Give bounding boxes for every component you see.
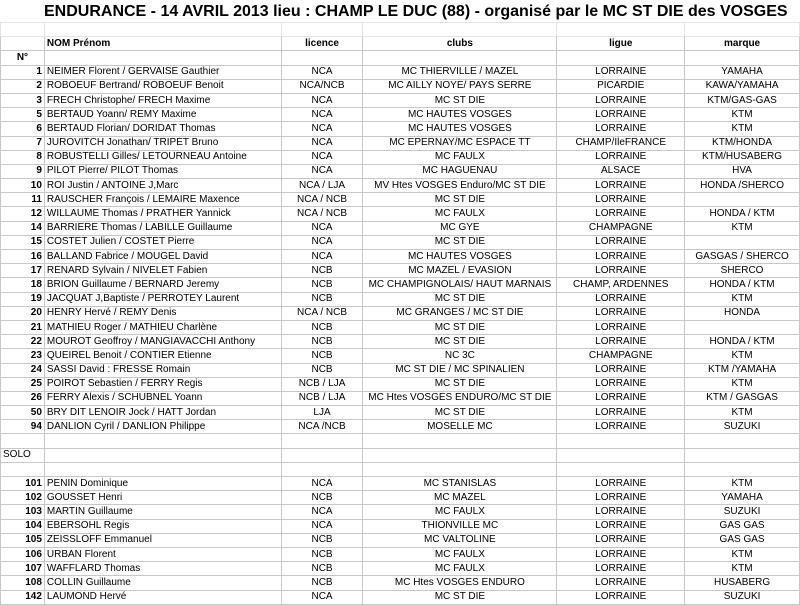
marque-cell: HUSABERG bbox=[685, 576, 800, 590]
club-cell: MC STANISLAS bbox=[363, 477, 557, 491]
bib-number-cell: 18 bbox=[1, 278, 45, 292]
header-marque: marque bbox=[685, 37, 800, 51]
bib-number-cell: 7 bbox=[1, 136, 45, 150]
marque-cell: HONDA / KTM bbox=[685, 278, 800, 292]
ligue-cell: CHAMPAGNE bbox=[557, 221, 685, 235]
ligue-cell: LORRAINE bbox=[557, 235, 685, 249]
club-cell: MC ST DIE bbox=[363, 406, 557, 420]
club-cell: MC ST DIE bbox=[363, 335, 557, 349]
empty-cell bbox=[685, 448, 800, 462]
marque-cell: GAS GAS bbox=[685, 533, 800, 547]
page-title: ENDURANCE - 14 AVRIL 2013 lieu : CHAMP LE DUC (88) - organisé par le MC ST DIE des VOSGES bbox=[44, 3, 788, 20]
ligue-cell: LORRAINE bbox=[557, 562, 685, 576]
rider-names-cell: COSTET Julien / COSTET Pierre bbox=[44, 235, 281, 249]
licence-cell: NCB bbox=[281, 547, 363, 561]
ligue-cell: LORRAINE bbox=[557, 292, 685, 306]
bib-number-cell bbox=[1, 462, 45, 476]
club-cell: MC GYE bbox=[363, 221, 557, 235]
licence-cell: NCA / LJA bbox=[281, 179, 363, 193]
marque-cell: HONDA bbox=[685, 306, 800, 320]
table-row bbox=[1, 576, 800, 590]
licence-cell: NCA / NCB bbox=[281, 207, 363, 221]
rider-names-cell: WILLAUME Thomas / PRATHER Yannick bbox=[44, 207, 281, 221]
bib-number-cell: 6 bbox=[1, 122, 45, 136]
marque-cell bbox=[685, 462, 800, 476]
marque-cell: YAMAHA bbox=[685, 65, 800, 79]
rider-names-cell: WAFFLARD Thomas bbox=[44, 562, 281, 576]
licence-cell: LJA bbox=[281, 406, 363, 420]
club-cell: MC GRANGES / MC ST DIE bbox=[363, 306, 557, 320]
rider-names-cell: ROBUSTELLI Gilles/ LETOURNEAU Antoine bbox=[44, 150, 281, 164]
licence-cell: NCA/NCB bbox=[281, 79, 363, 93]
club-cell: MC FAULX bbox=[363, 505, 557, 519]
licence-cell: NCB bbox=[281, 349, 363, 363]
marque-cell bbox=[685, 235, 800, 249]
rider-names-cell: POIROT Sebastien / FERRY Regis bbox=[44, 377, 281, 391]
club-cell bbox=[363, 434, 557, 448]
ligue-cell: LORRAINE bbox=[557, 193, 685, 207]
rider-names-cell: ROI Justin / ANTOINE J,Marc bbox=[44, 179, 281, 193]
rider-names-cell: NEIMER Florent / GERVAISE Gauthier bbox=[44, 65, 281, 79]
marque-cell: GASGAS / SHERCO bbox=[685, 250, 800, 264]
solo-section-row bbox=[1, 448, 800, 462]
rider-names-cell: ZEISSLOFF Emmanuel bbox=[44, 533, 281, 547]
marque-cell: KTM bbox=[685, 292, 800, 306]
licence-cell: NCA bbox=[281, 164, 363, 178]
ligue-cell: LORRAINE bbox=[557, 179, 685, 193]
rider-names-cell: MOUROT Geoffroy / MANGIAVACCHI Anthony bbox=[44, 335, 281, 349]
club-cell: MC FAULX bbox=[363, 562, 557, 576]
rider-names-cell: COLLIN Guillaume bbox=[44, 576, 281, 590]
table-row bbox=[1, 462, 800, 476]
licence-cell: NCA bbox=[281, 519, 363, 533]
marque-cell: HONDA / KTM bbox=[685, 207, 800, 221]
ligue-cell: LORRAINE bbox=[557, 207, 685, 221]
marque-cell: KTM / GASGAS bbox=[685, 391, 800, 405]
ligue-cell: CHAMP, ARDENNES bbox=[557, 278, 685, 292]
club-cell: MC FAULX bbox=[363, 150, 557, 164]
rider-names-cell: GOUSSET Henri bbox=[44, 491, 281, 505]
rider-names-cell bbox=[44, 434, 281, 448]
table-row bbox=[1, 349, 800, 363]
club-cell: MC ST DIE bbox=[363, 93, 557, 107]
ligue-cell: LORRAINE bbox=[557, 491, 685, 505]
licence-cell: NCA bbox=[281, 477, 363, 491]
bib-number-cell: 102 bbox=[1, 491, 45, 505]
licence-cell: NCA bbox=[281, 221, 363, 235]
bib-number-cell: 10 bbox=[1, 179, 45, 193]
empty-cell bbox=[281, 448, 363, 462]
bib-number-cell: 107 bbox=[1, 562, 45, 576]
table-row bbox=[1, 292, 800, 306]
bib-number-cell: 14 bbox=[1, 221, 45, 235]
ligue-cell: LORRAINE bbox=[557, 264, 685, 278]
club-cell: MC ST DIE bbox=[363, 377, 557, 391]
club-cell: MV Htes VOSGES Enduro/MC ST DIE bbox=[363, 179, 557, 193]
header-name: NOM Prénom bbox=[44, 37, 281, 51]
club-cell: MC Htes VOSGES ENDURO/MC ST DIE bbox=[363, 391, 557, 405]
ligue-cell: LORRAINE bbox=[557, 576, 685, 590]
table-row bbox=[1, 406, 800, 420]
ligue-cell: LORRAINE bbox=[557, 391, 685, 405]
marque-cell: KTM bbox=[685, 122, 800, 136]
marque-cell: KTM bbox=[685, 406, 800, 420]
licence-cell: NCB bbox=[281, 320, 363, 334]
ligue-cell: LORRAINE bbox=[557, 65, 685, 79]
ligue-cell: LORRAINE bbox=[557, 306, 685, 320]
bib-number-cell bbox=[1, 434, 45, 448]
bib-number-cell: 19 bbox=[1, 292, 45, 306]
table-row bbox=[1, 79, 800, 93]
table-row bbox=[1, 65, 800, 79]
licence-cell: NCA / NCB bbox=[281, 306, 363, 320]
rider-names-cell: BRY DIT LENOIR Jock / HATT Jordan bbox=[44, 406, 281, 420]
table-row bbox=[1, 547, 800, 561]
spacer-row bbox=[1, 23, 800, 37]
table-row bbox=[1, 179, 800, 193]
table-row bbox=[1, 434, 800, 448]
licence-cell: NCB / LJA bbox=[281, 391, 363, 405]
table-row bbox=[1, 93, 800, 107]
marque-cell: KAWA/YAMAHA bbox=[685, 79, 800, 93]
table-row bbox=[1, 477, 800, 491]
header-ligue: ligue bbox=[557, 37, 685, 51]
bib-number-cell: 94 bbox=[1, 420, 45, 434]
bib-number-cell: 142 bbox=[1, 590, 45, 604]
rider-names-cell: QUEIREL Benoit / CONTIER Etienne bbox=[44, 349, 281, 363]
ligue-cell: LORRAINE bbox=[557, 93, 685, 107]
ligue-cell: PICARDIE bbox=[557, 79, 685, 93]
table-row bbox=[1, 377, 800, 391]
table-row bbox=[1, 235, 800, 249]
table-row bbox=[1, 420, 800, 434]
licence-cell: NCA bbox=[281, 235, 363, 249]
entry-list-table bbox=[0, 22, 800, 605]
table-row bbox=[1, 306, 800, 320]
bib-number-cell: 106 bbox=[1, 547, 45, 561]
marque-cell: SHERCO bbox=[685, 264, 800, 278]
ligue-cell: LORRAINE bbox=[557, 335, 685, 349]
rider-names-cell: BERTAUD Florian/ DORIDAT Thomas bbox=[44, 122, 281, 136]
ligue-cell: LORRAINE bbox=[557, 505, 685, 519]
bib-number-cell: 8 bbox=[1, 150, 45, 164]
table-body bbox=[1, 23, 800, 605]
bib-number-cell: 5 bbox=[1, 108, 45, 122]
licence-cell: NCA bbox=[281, 250, 363, 264]
marque-cell: KTM/HUSABERG bbox=[685, 150, 800, 164]
licence-cell: NCA /NCB bbox=[281, 420, 363, 434]
marque-cell: KTM bbox=[685, 349, 800, 363]
rider-names-cell: FRECH Christophe/ FRECH Maxime bbox=[44, 93, 281, 107]
marque-cell: HONDA /SHERCO bbox=[685, 179, 800, 193]
club-cell: NC 3C bbox=[363, 349, 557, 363]
ligue-cell: LORRAINE bbox=[557, 406, 685, 420]
ligue-cell: LORRAINE bbox=[557, 250, 685, 264]
ligue-cell: LORRAINE bbox=[557, 590, 685, 604]
table-row bbox=[1, 278, 800, 292]
ligue-cell: CHAMP/IleFRANCE bbox=[557, 136, 685, 150]
bib-number-cell: 24 bbox=[1, 363, 45, 377]
rider-names-cell: PILOT Pierre/ PILOT Thomas bbox=[44, 164, 281, 178]
club-cell: MC AILLY NOYE/ PAYS SERRE bbox=[363, 79, 557, 93]
header-number: N° bbox=[1, 51, 45, 65]
table-row bbox=[1, 519, 800, 533]
ligue-cell: ALSACE bbox=[557, 164, 685, 178]
licence-cell: NCB bbox=[281, 576, 363, 590]
bib-number-cell: 20 bbox=[1, 306, 45, 320]
marque-cell: SUZUKI bbox=[685, 505, 800, 519]
licence-cell: NCA bbox=[281, 93, 363, 107]
bib-number-cell: 12 bbox=[1, 207, 45, 221]
ligue-cell: LORRAINE bbox=[557, 320, 685, 334]
ligue-cell: LORRAINE bbox=[557, 519, 685, 533]
bib-number-cell: 104 bbox=[1, 519, 45, 533]
ligue-cell: CHAMPAGNE bbox=[557, 349, 685, 363]
empty-cell bbox=[363, 448, 557, 462]
solo-label: SOLO bbox=[1, 448, 45, 462]
bib-number-cell: 22 bbox=[1, 335, 45, 349]
rider-names-cell: PENIN Dominique bbox=[44, 477, 281, 491]
marque-cell: GAS GAS bbox=[685, 519, 800, 533]
rider-names-cell: HENRY Hervé / REMY Denis bbox=[44, 306, 281, 320]
rider-names-cell: JACQUAT J,Baptiste / PERROTEY Laurent bbox=[44, 292, 281, 306]
ligue-cell: LORRAINE bbox=[557, 533, 685, 547]
club-cell: MC HAUTES VOSGES bbox=[363, 122, 557, 136]
ligue-cell bbox=[557, 434, 685, 448]
marque-cell: KTM bbox=[685, 108, 800, 122]
club-cell: MC HAGUENAU bbox=[363, 164, 557, 178]
licence-cell: NCB bbox=[281, 264, 363, 278]
rider-names-cell: EBERSOHL Regis bbox=[44, 519, 281, 533]
ligue-cell bbox=[557, 462, 685, 476]
marque-cell bbox=[685, 320, 800, 334]
table-row bbox=[1, 335, 800, 349]
bib-number-cell: 1 bbox=[1, 65, 45, 79]
marque-cell: SUZUKI bbox=[685, 420, 800, 434]
bib-number-cell: 50 bbox=[1, 406, 45, 420]
club-cell: MC FAULX bbox=[363, 207, 557, 221]
club-cell: MC ST DIE / MC SPINALIEN bbox=[363, 363, 557, 377]
rider-names-cell: LAUMOND Hervé bbox=[44, 590, 281, 604]
ligue-cell: LORRAINE bbox=[557, 150, 685, 164]
table-row bbox=[1, 491, 800, 505]
empty-cell bbox=[44, 448, 281, 462]
marque-cell: KTM bbox=[685, 221, 800, 235]
bib-number-cell: 3 bbox=[1, 93, 45, 107]
bib-number-cell: 21 bbox=[1, 320, 45, 334]
licence-cell: NCA bbox=[281, 590, 363, 604]
table-row bbox=[1, 590, 800, 604]
table-row bbox=[1, 533, 800, 547]
licence-cell: NCB bbox=[281, 491, 363, 505]
ligue-cell: LORRAINE bbox=[557, 420, 685, 434]
club-cell: MC MAZEL / EVASION bbox=[363, 264, 557, 278]
marque-cell: KTM/GAS-GAS bbox=[685, 93, 800, 107]
ligue-cell: LORRAINE bbox=[557, 363, 685, 377]
table-row bbox=[1, 108, 800, 122]
rider-names-cell: RAUSCHER François / LEMAIRE Maxence bbox=[44, 193, 281, 207]
licence-cell: NCB / LJA bbox=[281, 377, 363, 391]
club-cell: MC HAUTES VOSGES bbox=[363, 250, 557, 264]
table-row bbox=[1, 562, 800, 576]
bib-number-cell: 103 bbox=[1, 505, 45, 519]
licence-cell: NCA / NCB bbox=[281, 193, 363, 207]
licence-cell: NCB bbox=[281, 292, 363, 306]
ligue-cell: LORRAINE bbox=[557, 547, 685, 561]
rider-names-cell: SASSI David : FRESSE Romain bbox=[44, 363, 281, 377]
licence-cell: NCA bbox=[281, 505, 363, 519]
marque-cell: KTM bbox=[685, 547, 800, 561]
marque-cell: KTM /YAMAHA bbox=[685, 363, 800, 377]
table-row bbox=[1, 193, 800, 207]
bib-number-cell: 101 bbox=[1, 477, 45, 491]
club-cell: MC THIERVILLE / MAZEL bbox=[363, 65, 557, 79]
table-row bbox=[1, 264, 800, 278]
marque-cell bbox=[685, 193, 800, 207]
table-row bbox=[1, 207, 800, 221]
subheader-row bbox=[1, 51, 800, 65]
club-cell: MC ST DIE bbox=[363, 292, 557, 306]
bib-number-cell: 11 bbox=[1, 193, 45, 207]
rider-names-cell: URBAN Florent bbox=[44, 547, 281, 561]
bib-number-cell: 25 bbox=[1, 377, 45, 391]
licence-cell: NCA bbox=[281, 65, 363, 79]
club-cell: MC ST DIE bbox=[363, 320, 557, 334]
club-cell: MC FAULX bbox=[363, 547, 557, 561]
bib-number-cell: 23 bbox=[1, 349, 45, 363]
bib-number-cell: 108 bbox=[1, 576, 45, 590]
licence-cell: NCA bbox=[281, 108, 363, 122]
rider-names-cell: DANLION Cyril / DANLION Philippe bbox=[44, 420, 281, 434]
table-row bbox=[1, 320, 800, 334]
table-row bbox=[1, 505, 800, 519]
empty-cell bbox=[557, 448, 685, 462]
club-cell: MOSELLE MC bbox=[363, 420, 557, 434]
licence-cell: NCB bbox=[281, 363, 363, 377]
licence-cell: NCB bbox=[281, 562, 363, 576]
club-cell: MC HAUTES VOSGES bbox=[363, 108, 557, 122]
marque-cell: KTM bbox=[685, 477, 800, 491]
rider-names-cell: JUROVITCH Jonathan/ TRIPET Bruno bbox=[44, 136, 281, 150]
bib-number-cell: 16 bbox=[1, 250, 45, 264]
marque-cell: YAMAHA bbox=[685, 491, 800, 505]
rider-names-cell: BERTAUD Yoann/ REMY Maxime bbox=[44, 108, 281, 122]
club-cell: MC ST DIE bbox=[363, 235, 557, 249]
rider-names-cell: ROBOEUF Bertrand/ ROBOEUF Benoit bbox=[44, 79, 281, 93]
licence-cell: NCB bbox=[281, 335, 363, 349]
table-row bbox=[1, 391, 800, 405]
bib-number-cell: 105 bbox=[1, 533, 45, 547]
marque-cell bbox=[685, 434, 800, 448]
licence-cell: NCA bbox=[281, 136, 363, 150]
licence-cell: NCB bbox=[281, 533, 363, 547]
bib-number-cell: 2 bbox=[1, 79, 45, 93]
club-cell: MC MAZEL bbox=[363, 491, 557, 505]
rider-names-cell: BARRIERE Thomas / LABILLE Guillaume bbox=[44, 221, 281, 235]
licence-cell: NCA bbox=[281, 150, 363, 164]
rider-names-cell: BALLAND Fabrice / MOUGEL David bbox=[44, 250, 281, 264]
club-cell: MC ST DIE bbox=[363, 590, 557, 604]
table-row bbox=[1, 136, 800, 150]
rider-names-cell: BRION Guillaume / BERNARD Jeremy bbox=[44, 278, 281, 292]
rider-names-cell: FERRY Alexis / SCHUBNEL Yoann bbox=[44, 391, 281, 405]
bib-number-cell: 17 bbox=[1, 264, 45, 278]
marque-cell: HONDA / KTM bbox=[685, 335, 800, 349]
club-cell bbox=[363, 462, 557, 476]
licence-cell bbox=[281, 434, 363, 448]
table-row bbox=[1, 150, 800, 164]
licence-cell: NCB bbox=[281, 278, 363, 292]
header-row bbox=[1, 37, 800, 51]
licence-cell: NCA bbox=[281, 122, 363, 136]
table-row bbox=[1, 363, 800, 377]
table-row bbox=[1, 221, 800, 235]
club-cell: THIONVILLE MC bbox=[363, 519, 557, 533]
ligue-cell: LORRAINE bbox=[557, 477, 685, 491]
rider-names-cell: RENARD Sylvain / NIVELET Fabien bbox=[44, 264, 281, 278]
table-row bbox=[1, 122, 800, 136]
table-row bbox=[1, 250, 800, 264]
ligue-cell: LORRAINE bbox=[557, 122, 685, 136]
club-cell: MC VALTOLINE bbox=[363, 533, 557, 547]
club-cell: MC EPERNAY/MC ESPACE TT bbox=[363, 136, 557, 150]
header-clubs: clubs bbox=[363, 37, 557, 51]
marque-cell: SUZUKI bbox=[685, 590, 800, 604]
bib-number-cell: 15 bbox=[1, 235, 45, 249]
rider-names-cell bbox=[44, 462, 281, 476]
rider-names-cell: MATHIEU Roger / MATHIEU Charlène bbox=[44, 320, 281, 334]
marque-cell: KTM bbox=[685, 377, 800, 391]
rider-names-cell: MARTIN Guillaume bbox=[44, 505, 281, 519]
club-cell: MC Htes VOSGES ENDURO bbox=[363, 576, 557, 590]
bib-number-cell: 9 bbox=[1, 164, 45, 178]
marque-cell: HVA bbox=[685, 164, 800, 178]
table-row bbox=[1, 164, 800, 178]
marque-cell: KTM bbox=[685, 562, 800, 576]
marque-cell: KTM/HONDA bbox=[685, 136, 800, 150]
licence-cell bbox=[281, 462, 363, 476]
bib-number-cell: 26 bbox=[1, 391, 45, 405]
ligue-cell: LORRAINE bbox=[557, 108, 685, 122]
ligue-cell: LORRAINE bbox=[557, 377, 685, 391]
club-cell: MC ST DIE bbox=[363, 193, 557, 207]
club-cell: MC CHAMPIGNOLAIS/ HAUT MARNAIS bbox=[363, 278, 557, 292]
header-licence: licence bbox=[281, 37, 363, 51]
